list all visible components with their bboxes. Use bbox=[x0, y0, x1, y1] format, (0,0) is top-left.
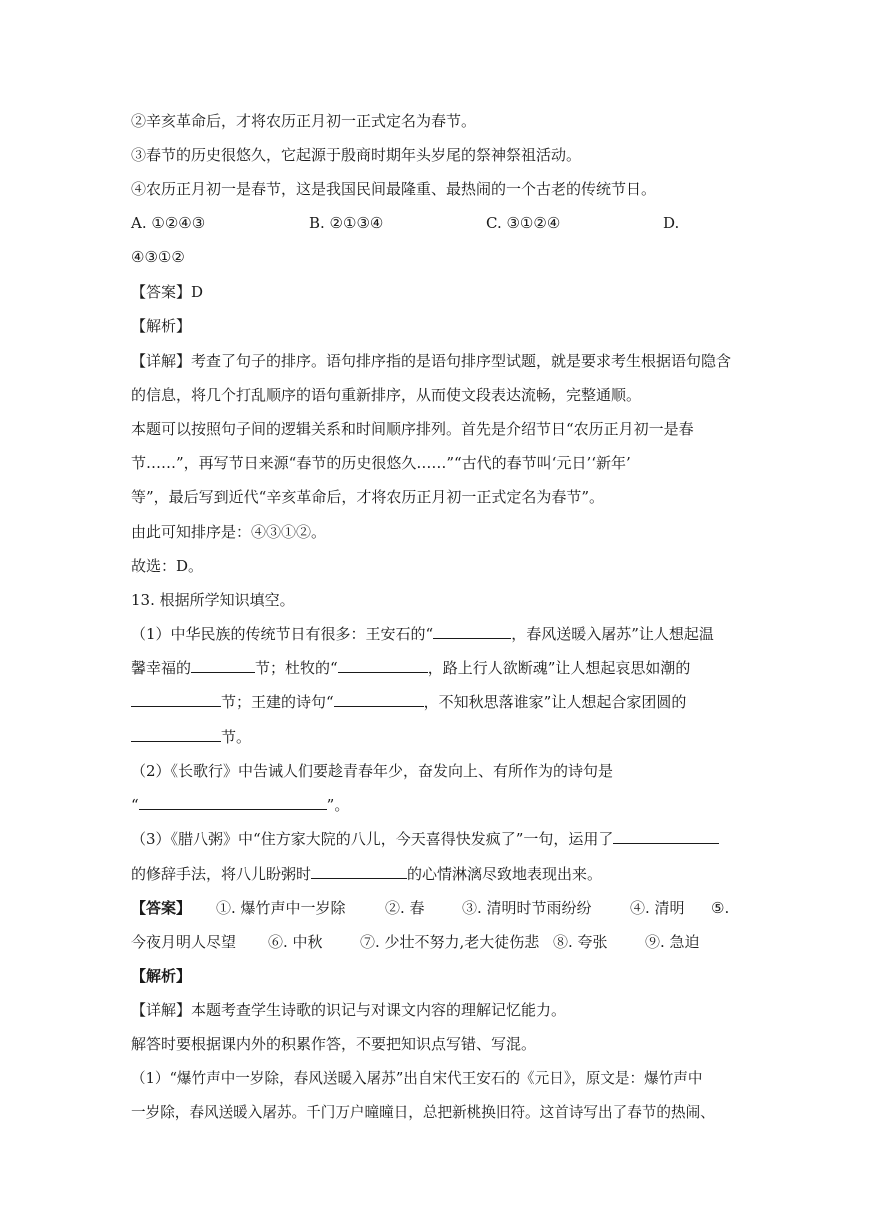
option-c: C. ③①②④ bbox=[486, 214, 561, 232]
q12-detail-line-1: 【详解】考查了句子的排序。语句排序指的是语句排序型试题，就是要求考生根据语句隐含 bbox=[131, 352, 732, 370]
q13-title: 13. 根据所学知识填空。 bbox=[131, 591, 295, 609]
blank-4 bbox=[131, 692, 221, 707]
q12-paragraph-line-1: 本题可以按照句子间的逻辑关系和时间顺序排列。首先是介绍节日“农历正月初一是春 bbox=[131, 420, 694, 438]
q13-answer-label: 【答案】 bbox=[131, 899, 192, 917]
answer-2: ②. 春 bbox=[385, 899, 425, 917]
q13-detail-line-4: 一岁除，春风送暖入屠苏。千门万户曈曈日，总把新桃换旧符。这首诗写出了春节的热闹、 bbox=[131, 1104, 715, 1121]
answer-8: ⑧. 夸张 bbox=[553, 933, 608, 951]
answer-3: ③. 清明时节雨纷纷 bbox=[462, 899, 592, 917]
q13-detail-line-1: 【详解】本题考查学生诗歌的识记与对课文内容的理解记忆能力。 bbox=[131, 1001, 567, 1019]
option-d-continued: ④③①② bbox=[131, 248, 185, 266]
q13-line-8: 的修辞手法，将八儿盼粥时 的心情淋漓尽致地表现出来。 bbox=[131, 865, 603, 883]
blank-1 bbox=[433, 624, 511, 639]
q12-paragraph-line-2: 节……”，再写节日来源“春节的历史很悠久……”“古代的春节叫‘元日’‘新年’ bbox=[131, 454, 631, 472]
q13-detail-line-2: 解答时要根据课内外的积累作答，不要把知识点写错、写混。 bbox=[131, 1035, 537, 1053]
q12-choose: 故选：D。 bbox=[131, 557, 204, 575]
q13-line-3: 节；王建的诗句“ ，不知秋思落谁家”让人想起合家团圆的 bbox=[131, 692, 686, 712]
answer-1: ①. 爆竹声中一岁除 bbox=[216, 899, 346, 917]
option-a: A. ①②④③ bbox=[131, 214, 206, 232]
q13-line-7: （3）《腊八粥》中“住方家大院的八儿，今天喜得快发疯了”一句，运用了 bbox=[131, 829, 719, 849]
blank-7 bbox=[139, 795, 327, 810]
q13-analysis-label: 【解析】 bbox=[131, 967, 192, 985]
sentence-3: ③春节的历史很悠久，它起源于殷商时期年头岁尾的祭神祭祖活动。 bbox=[131, 146, 582, 164]
blank-3 bbox=[338, 658, 428, 673]
option-b: B. ②①③④ bbox=[309, 214, 384, 232]
q13-line-1: （1）中华民族的传统节日有很多：王安石的“ ，春风送暖入屠苏”让人想起温 bbox=[131, 625, 714, 643]
q13-line-5: （2）《长歌行》中告诫人们要趁青春年少，奋发向上、有所作为的诗句是 bbox=[131, 762, 614, 780]
answer-6: ⑥. 中秋 bbox=[268, 933, 323, 951]
detail-label: 【详解】 bbox=[131, 352, 192, 370]
answer-4: ④. 清明 bbox=[630, 899, 685, 917]
q12-paragraph-line-3: 等”，最后写到近代“辛亥革命后，才将农历正月初一正式定名为春节”。 bbox=[131, 488, 605, 506]
detail-label: 【详解】 bbox=[131, 1001, 192, 1019]
q13-detail-line-3: （1）“爆竹声中一岁除，春风送暖入屠苏”出自宋代王安石的《元日》，原文是：爆竹声中 bbox=[131, 1070, 703, 1087]
answer-label: 【答案】 bbox=[131, 283, 192, 301]
sentence-4: ④农历正月初一是春节，这是我国民间最隆重、最热闹的一个古老的传统节日。 bbox=[131, 180, 657, 198]
q12-analysis-label: 【解析】 bbox=[131, 317, 192, 335]
answer-value: D bbox=[191, 283, 204, 301]
answer-5: 今夜月明人尽望 bbox=[131, 933, 237, 951]
q13-line-2: 馨幸福的 节；杜牧的“ ，路上行人欲断魂”让人想起哀思如潮的 bbox=[131, 659, 691, 677]
q12-conclusion: 由此可知排序是：④③①②。 bbox=[131, 523, 327, 541]
blank-8 bbox=[613, 829, 719, 844]
blank-9 bbox=[311, 864, 407, 879]
blank-6 bbox=[131, 727, 221, 742]
answer-9: ⑨. 急迫 bbox=[645, 933, 700, 951]
q13-line-6: “ ”。 bbox=[131, 796, 350, 814]
q12-detail-line-2: 的信息，将几个打乱顺序的语句重新排序，从而使文段表达流畅，完整通顺。 bbox=[131, 386, 642, 404]
option-d: D. bbox=[663, 214, 680, 232]
answer-5-marker: ⑤. bbox=[711, 899, 730, 917]
sentence-2: ②辛亥革命后，才将农历正月初一正式定名为春节。 bbox=[131, 112, 477, 130]
answer-7: ⑦. 少壮不努力,老大徒伤悲 bbox=[360, 933, 540, 951]
q13-line-4: 节。 bbox=[131, 727, 251, 747]
blank-5 bbox=[334, 692, 424, 707]
blank-2 bbox=[191, 658, 255, 673]
q12-answer bbox=[131, 282, 203, 302]
